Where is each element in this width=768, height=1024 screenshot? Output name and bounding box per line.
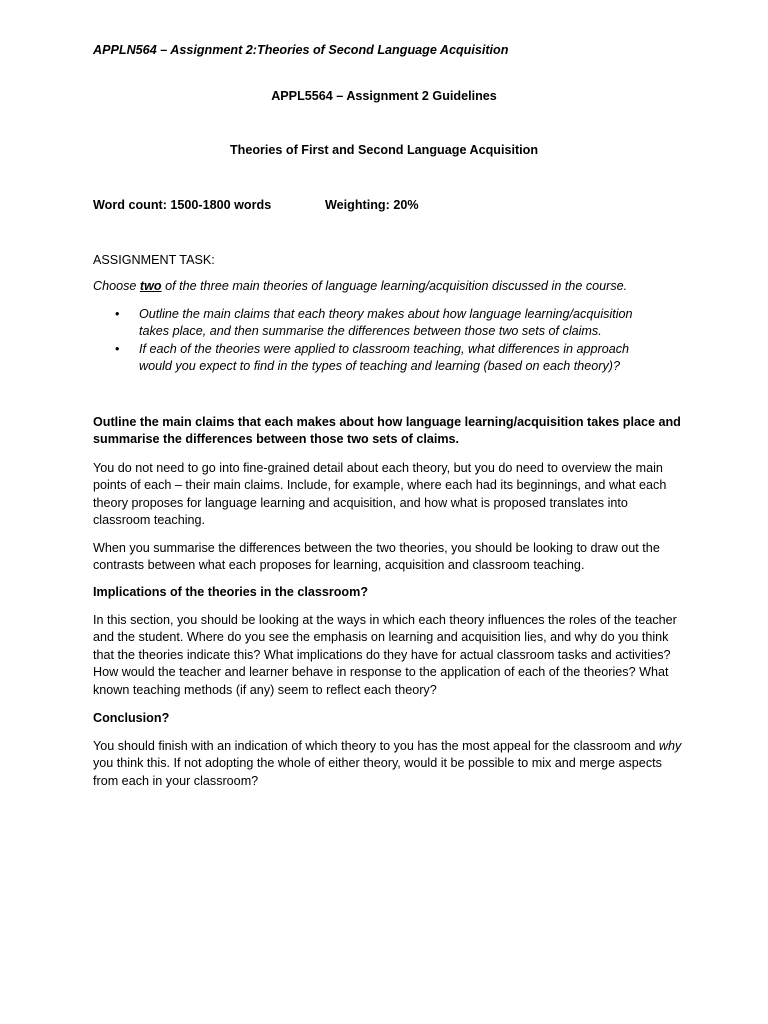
outline-heading: Outline the main claims that each makes about how language learning/acquisition takes place and summarise the differences between those two sets of claims. bbox=[93, 415, 681, 447]
bullet-icon: • bbox=[115, 341, 120, 356]
task-bullet-list bbox=[93, 306, 683, 376]
weighting: Weighting: 20% bbox=[325, 198, 419, 212]
implications-heading: Implications of the theories in the classroom? bbox=[93, 585, 369, 599]
task-intro-emphasis: two bbox=[139, 279, 162, 293]
conclusion-after: you think this. If not adopting the whole of either theory, would it be possible to mix and merge aspects from each in your classroom? bbox=[93, 756, 662, 788]
running-header: APPLN564 – Assignment 2:Theories of Second Language Acquisition bbox=[93, 43, 509, 57]
task-label: ASSIGNMENT TASK: bbox=[93, 253, 215, 267]
outline-paragraph-2: When you summarise the differences between the two theories, you should be looking to draw out the contrasts between what each proposes for learning, acquisition and classroom teaching. bbox=[93, 541, 660, 573]
conclusion-before: You should finish with an indication of which theory to you has the most appeal for the classroom and bbox=[93, 739, 659, 753]
task-intro-before: Choose bbox=[93, 279, 140, 293]
guidelines-title: APPL5564 – Assignment 2 Guidelines bbox=[271, 89, 497, 103]
bullet-icon: • bbox=[115, 307, 120, 321]
list-item bbox=[93, 306, 659, 341]
assignment-meta bbox=[93, 197, 683, 214]
conclusion-paragraph bbox=[93, 738, 683, 790]
list-item bbox=[93, 341, 659, 376]
bullet-text: If each of the theories were applied to classroom teaching, what differences in approach would you expect to find in the types of teaching and learning (based on each theory)? bbox=[139, 341, 630, 374]
task-intro-after: of the three main theories of language learning/acquisition discussed in the course. bbox=[161, 279, 628, 293]
outline-paragraph-1: You do not need to go into fine-grained detail about each theory, but you do need to overview the main points of each – their main claims. Include, for example, where each had its beginnings, and what each theory proposes for language learning and acquisition, and how what is proposed translates into classroom teaching. bbox=[93, 461, 667, 528]
implications-paragraph: In this section, you should be looking at the ways in which each theory influences the roles of the teacher and the student. Where do you see the emphasis on learning and acquisition lies, and why do you think that the theories indicate this? What implications do they have for actual classroom tasks and activities? How would the teacher and learner behave in response to the application of each of the theories? What known teaching methods (if any) seem to reflect each theory? bbox=[93, 613, 677, 697]
bullet-text: Outline the main claims that each theory makes about how language learning/acquisition takes place, and then summarise the differences between those two sets of claims. bbox=[139, 307, 633, 339]
main-title: Theories of First and Second Language Acquisition bbox=[229, 143, 539, 157]
conclusion-heading: Conclusion? bbox=[93, 711, 170, 725]
word-count: Word count: 1500-1800 words bbox=[93, 198, 272, 212]
task-intro bbox=[93, 278, 683, 295]
conclusion-emphasis: why bbox=[658, 739, 682, 753]
